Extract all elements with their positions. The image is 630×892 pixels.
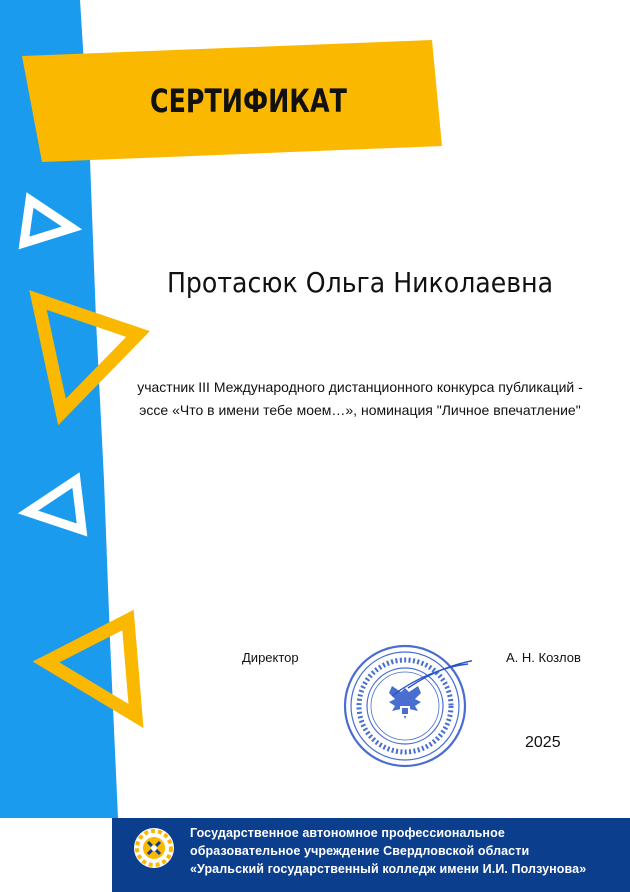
- award-description: [90, 376, 630, 422]
- description-line: участник III Международного дистанционного конкурса публикаций -: [137, 379, 583, 395]
- college-logo: [132, 826, 176, 870]
- footer-line: «Уральский государственный колледж имени И.И. Ползунова»: [190, 862, 587, 876]
- certificate-title: СЕРТИФИКАТ: [150, 82, 347, 120]
- description-line: эссе «Что в имени тебе моем…», номинация "Личное впечатление": [139, 402, 581, 418]
- director-name: А. Н. Козлов: [506, 650, 581, 665]
- footer-line: образовательное учреждение Свердловской области: [190, 844, 530, 858]
- certificate-year: 2025: [525, 734, 561, 751]
- director-label: Директор: [242, 650, 299, 665]
- official-stamp: [338, 636, 472, 770]
- recipient-name: Протасюк Ольга Николаевна: [166, 266, 554, 299]
- footer-line: Государственное автономное профессиональное: [190, 826, 505, 840]
